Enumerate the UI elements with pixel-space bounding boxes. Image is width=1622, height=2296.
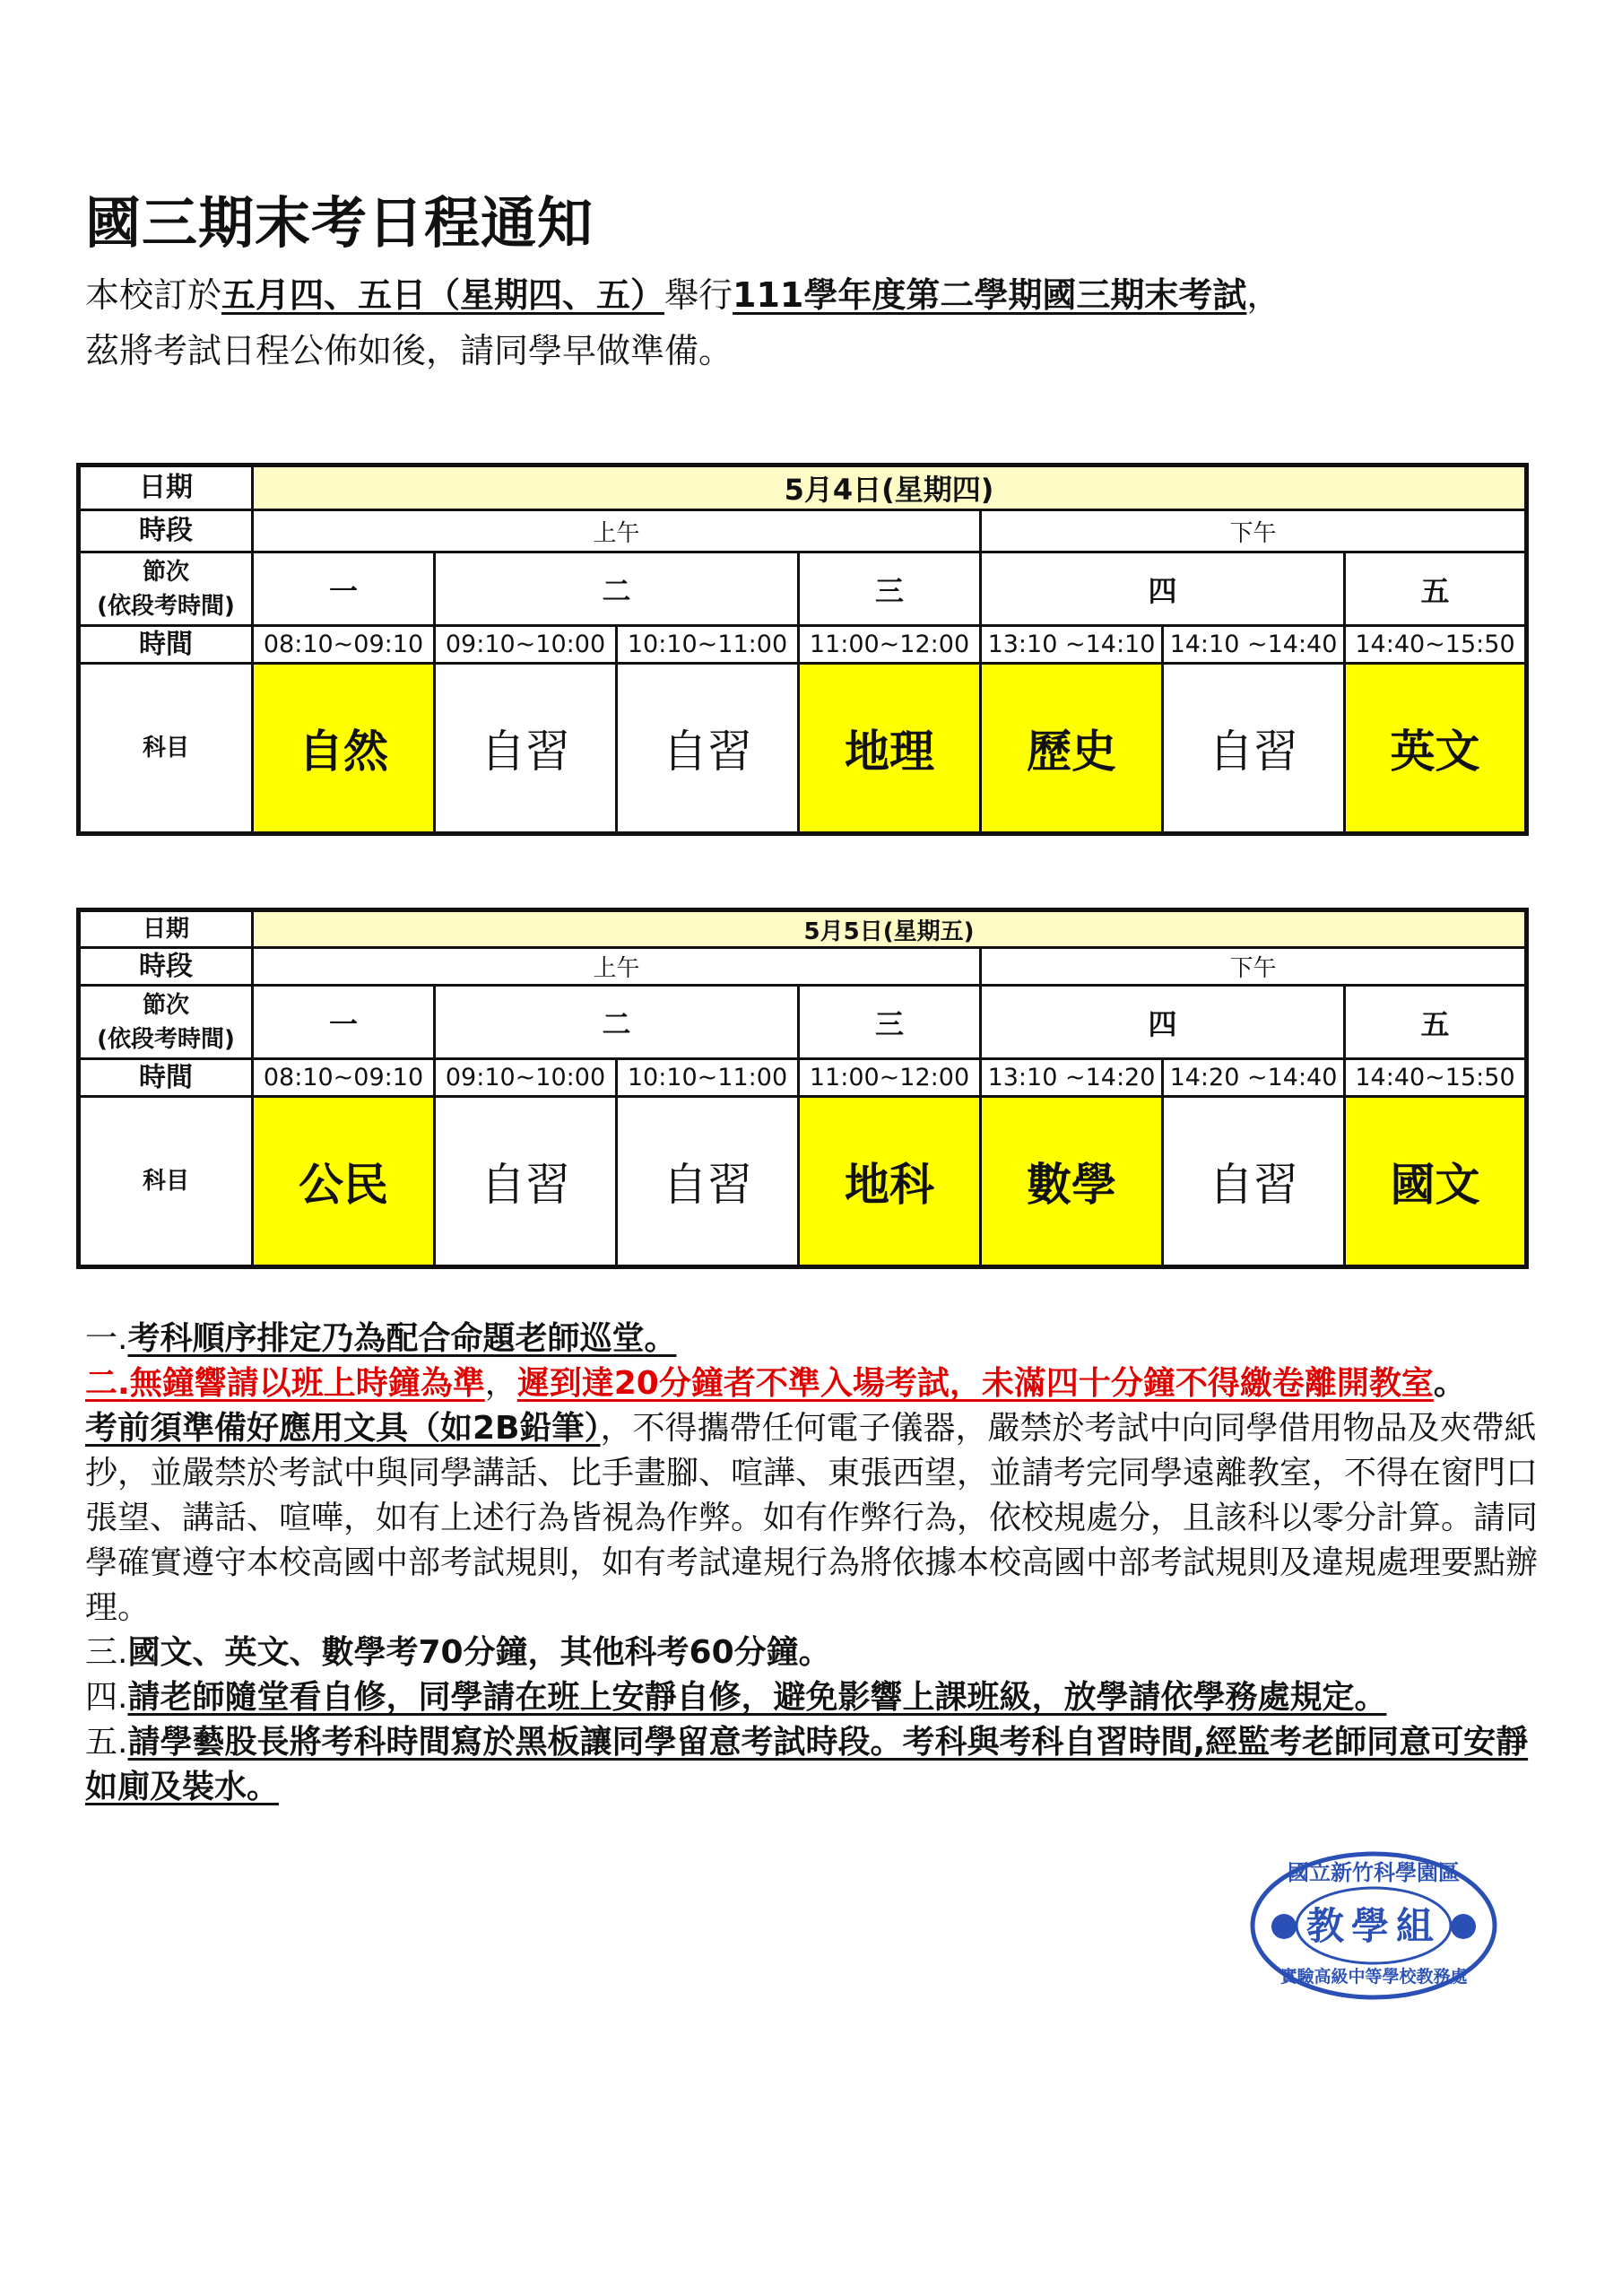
session-afternoon: 下午 bbox=[981, 510, 1527, 552]
subject-cell-exam: 地科 bbox=[799, 1097, 981, 1267]
period-cell: 二 bbox=[435, 986, 799, 1059]
row-label-period bbox=[79, 552, 253, 626]
period-cell: 四 bbox=[981, 986, 1345, 1059]
subject-cell-exam: 地理 bbox=[799, 664, 981, 834]
rule-1 bbox=[85, 1317, 1556, 1361]
period-label-line2: (依段考時間) bbox=[97, 592, 235, 620]
rule-2-comma: ， bbox=[484, 1365, 517, 1402]
rule-2-stationery: 考前須準備好應用文具（如2B鉛筆） bbox=[85, 1410, 601, 1447]
rule-2-detail-text: ，不得攜帶任何電子儀器，嚴禁於考試中向同學借用物品及夾帶紙抄，並嚴禁於考試中與同學講話、比手畫腳、喧譁、東張西望，並請考完同學遠離教室，不得在窗門口張望、講話、喧嘩，如有上述行為皆視為作弊。如有作弊行為，依校規處分，且該科以零分計算。請同學確實遵守本校高國中部考試規則，如有考試違規行為將依據本校高國中部考試規則及違規處理要點辦理。 bbox=[85, 1410, 1539, 1626]
period-label-line1: 節次 bbox=[142, 991, 189, 1019]
rule-4-text: 請老師隨堂看自修，同學請在班上安靜自修，避免影響上課班級，放學請依學務處規定。 bbox=[127, 1679, 1387, 1716]
period-cell: 三 bbox=[799, 986, 981, 1059]
seal-center-text: 教學組 bbox=[1305, 1904, 1442, 1948]
time-cell: 10:10~11:00 bbox=[617, 626, 799, 664]
time-cell: 14:20 ~14:40 bbox=[1163, 1059, 1345, 1097]
period-label-line1: 節次 bbox=[142, 558, 189, 586]
period-cell: 二 bbox=[435, 552, 799, 626]
session-morning: 上午 bbox=[253, 948, 981, 986]
intro-text-3: ， bbox=[1246, 275, 1281, 315]
seal-top-text: 國立新竹科學園區 bbox=[1288, 1859, 1460, 1885]
rule-3 bbox=[85, 1631, 1556, 1675]
subject-cell-study: 自習 bbox=[617, 1097, 799, 1267]
subject-cell-exam: 國文 bbox=[1345, 1097, 1527, 1267]
period-cell: 一 bbox=[253, 986, 435, 1059]
seal-left-emblem-icon bbox=[1271, 1914, 1297, 1939]
rule-2-late-warning: 遲到達20分鐘者不準入場考試，未滿四十分鐘不得繳卷離開教室 bbox=[516, 1365, 1434, 1402]
time-cell: 13:10 ~14:20 bbox=[981, 1059, 1163, 1097]
row-label-period bbox=[79, 986, 253, 1059]
rule-4-number: 四. bbox=[85, 1679, 128, 1716]
period-cell: 三 bbox=[799, 552, 981, 626]
rule-3-number: 三. bbox=[85, 1634, 128, 1671]
subject-cell-study: 自習 bbox=[1163, 664, 1345, 834]
rule-5 bbox=[85, 1720, 1556, 1810]
exam-rules bbox=[85, 1317, 1556, 1810]
rule-3-text: 國文、英文、數學考70分鐘，其他科考60分鐘。 bbox=[127, 1634, 831, 1671]
page-title: 國三期末考日程通知 bbox=[85, 190, 594, 256]
rule-2 bbox=[85, 1361, 1556, 1406]
row-label-session: 時段 bbox=[79, 510, 253, 552]
row-label-subject: 科目 bbox=[79, 1097, 253, 1267]
time-cell: 14:40~15:50 bbox=[1345, 626, 1527, 664]
subject-cell-exam: 自然 bbox=[253, 664, 435, 834]
rule-2-number: 二. bbox=[85, 1365, 130, 1402]
time-cell: 14:40~15:50 bbox=[1345, 1059, 1527, 1097]
time-cell: 10:10~11:00 bbox=[617, 1059, 799, 1097]
row-label-date: 日期 bbox=[79, 910, 253, 948]
row-label-date: 日期 bbox=[79, 465, 253, 510]
rule-2-end: 。 bbox=[1433, 1365, 1466, 1402]
intro-exam-dates: 五月四、五日（星期四、五） bbox=[221, 275, 665, 315]
rule-2-detail bbox=[85, 1406, 1556, 1631]
period-cell: 五 bbox=[1345, 552, 1527, 626]
seal-right-emblem-icon bbox=[1451, 1914, 1476, 1939]
period-cell: 四 bbox=[981, 552, 1345, 626]
period-label-line2: (依段考時間) bbox=[97, 1025, 235, 1053]
rule-1-number: 一. bbox=[85, 1320, 128, 1357]
subject-cell-study: 自習 bbox=[435, 1097, 617, 1267]
subject-cell-exam: 英文 bbox=[1345, 664, 1527, 834]
subject-cell-exam: 數學 bbox=[981, 1097, 1163, 1267]
time-cell: 09:10~10:00 bbox=[435, 626, 617, 664]
intro-line-2: 茲將考試日程公佈如後，請同學早做準備。 bbox=[85, 331, 733, 370]
time-cell: 08:10~09:10 bbox=[253, 626, 435, 664]
session-afternoon: 下午 bbox=[981, 948, 1527, 986]
row-label-subject: 科目 bbox=[79, 664, 253, 834]
time-cell: 09:10~10:00 bbox=[435, 1059, 617, 1097]
subject-cell-study: 自習 bbox=[1163, 1097, 1345, 1267]
time-cell: 11:00~12:00 bbox=[799, 626, 981, 664]
time-cell: 13:10 ~14:10 bbox=[981, 626, 1163, 664]
rule-5-number: 五. bbox=[85, 1724, 128, 1761]
exam-date: 5月5日(星期五) bbox=[253, 910, 1527, 948]
rule-4 bbox=[85, 1675, 1556, 1720]
period-cell: 五 bbox=[1345, 986, 1527, 1059]
schedule-table-day1 bbox=[76, 463, 1529, 836]
row-label-session: 時段 bbox=[79, 948, 253, 986]
session-morning: 上午 bbox=[253, 510, 981, 552]
time-cell: 14:10 ~14:40 bbox=[1163, 626, 1345, 664]
schedule-table-day2 bbox=[76, 908, 1529, 1269]
subject-cell-exam: 歷史 bbox=[981, 664, 1163, 834]
exam-date: 5月4日(星期四) bbox=[253, 465, 1527, 510]
intro-paragraph bbox=[85, 267, 1565, 378]
subject-cell-study: 自習 bbox=[617, 664, 799, 834]
rule-1-text: 考科順序排定乃為配合命題老師巡堂。 bbox=[127, 1320, 677, 1357]
subject-cell-study: 自習 bbox=[435, 664, 617, 834]
row-label-time: 時間 bbox=[79, 1059, 253, 1097]
intro-text-1: 本校訂於 bbox=[85, 275, 222, 315]
seal-bottom-text: 實驗高級中等學校教務處 bbox=[1279, 1967, 1468, 1987]
intro-text-2: 舉行 bbox=[664, 275, 733, 315]
school-seal-stamp bbox=[1248, 1849, 1499, 2002]
time-cell: 11:00~12:00 bbox=[799, 1059, 981, 1097]
intro-exam-name: 111學年度第二學期國三期末考試 bbox=[733, 275, 1247, 315]
period-cell: 一 bbox=[253, 552, 435, 626]
subject-cell-exam: 公民 bbox=[253, 1097, 435, 1267]
rule-2-clock-warning: 無鐘響請以班上時鐘為準 bbox=[129, 1365, 485, 1402]
rule-5-text: 請學藝股長將考科時間寫於黑板讓同學留意考試時段。考科與考科自習時間,經監考老師同意可安靜如廁及裝水。 bbox=[85, 1724, 1529, 1805]
row-label-time: 時間 bbox=[79, 626, 253, 664]
time-cell: 08:10~09:10 bbox=[253, 1059, 435, 1097]
